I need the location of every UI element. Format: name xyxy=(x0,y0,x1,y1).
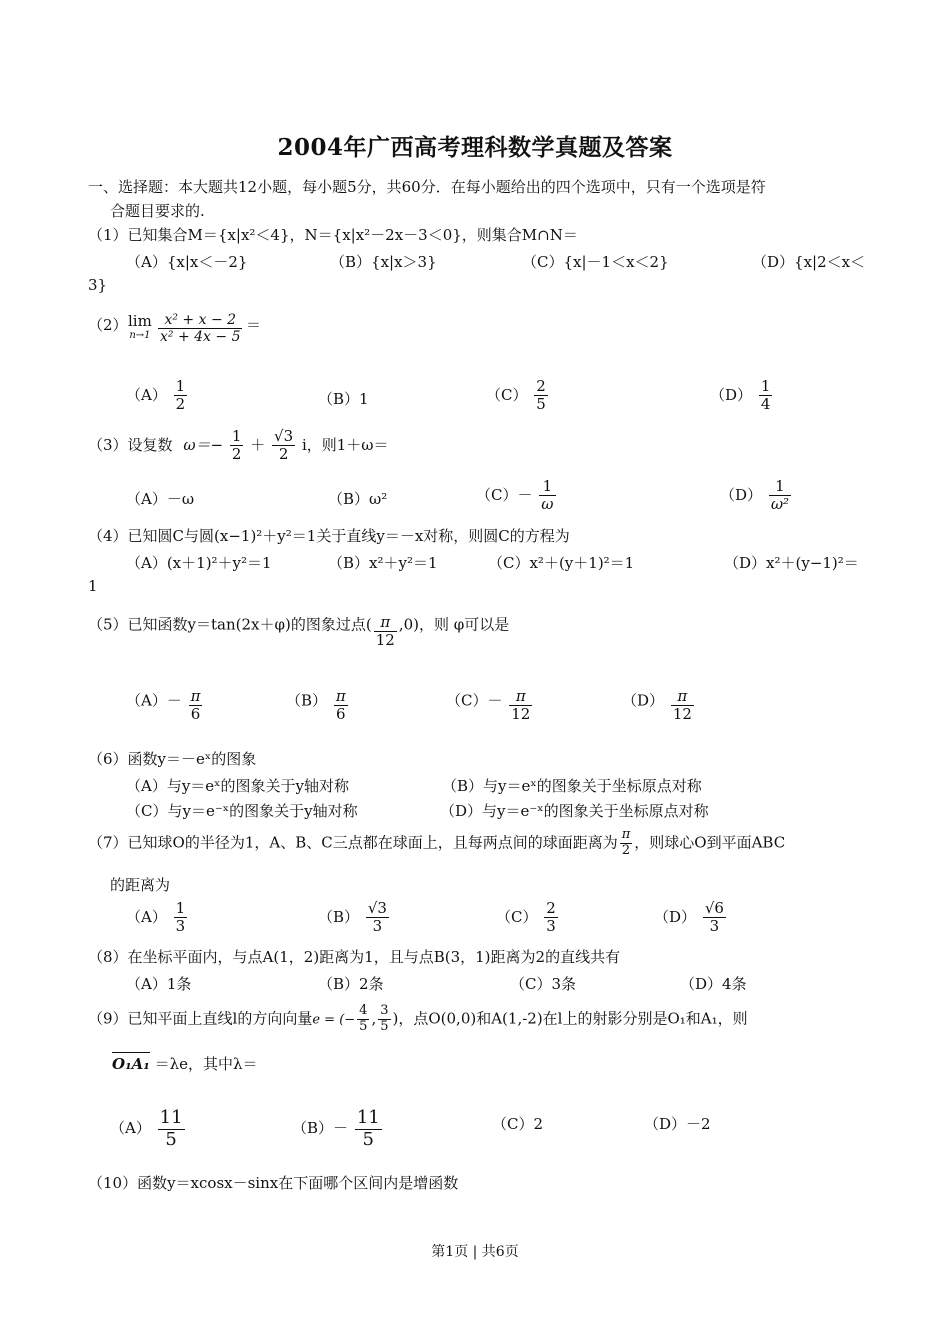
q2-limit xyxy=(128,312,152,342)
q1-option-d: （D）{x|2＜x＜ xyxy=(752,253,866,271)
q1-option-d-continued: 3} xyxy=(88,276,108,294)
q3-d-num: 1 xyxy=(769,478,791,496)
q3-f2-num: √3 xyxy=(274,427,294,445)
q2-lim-subscript: n→1 xyxy=(129,330,151,341)
q3-option-b: （B）ω² xyxy=(328,490,388,508)
q9-stem-line2 xyxy=(112,1052,258,1073)
q5-d-label: （D） xyxy=(622,691,665,710)
q7-a-label: （A） xyxy=(126,907,167,926)
q2-denominator: x² + 4x − 5 xyxy=(160,329,241,346)
q9-f1-num: 4 xyxy=(359,1003,368,1018)
q2-numerator: x² + x − 2 xyxy=(158,312,242,329)
question-1-stem: （1）已知集合M＝{x|x²＜4}，N＝{x|x²－2x－3＜0}，则集合M∩N＝ xyxy=(88,226,578,244)
q8-option-a: （A）1条 xyxy=(126,975,192,993)
question-8-stem: （8）在坐标平面内，与点A(1，2)距离为1，且与点B(3，1)距离为2的直线共有 xyxy=(88,948,621,966)
q7-stem-a: （7）已知球O的半径为1，A、B、C三点都在球面上，且每两点间的球面距离为 xyxy=(88,833,618,852)
question-4-stem: （4）已知圆C与圆(x−1)²＋y²＝1关于直线y＝－x对称，则圆C的方程为 xyxy=(88,527,570,545)
q6-option-d: （D）与y＝e⁻ˣ的图象关于坐标原点对称 xyxy=(440,802,709,820)
q1-option-a: （A）{x|x＜－2} xyxy=(126,253,248,271)
q7-c-den: 3 xyxy=(546,917,556,936)
q9-a-den: 5 xyxy=(165,1128,177,1150)
q2-c-num: 2 xyxy=(536,377,546,395)
document-title: 2004年广西高考理科数学真题及答案 xyxy=(277,134,673,161)
q4-option-c: （C）x²＋(y＋1)²＝1 xyxy=(488,554,635,572)
q7-option-c xyxy=(496,900,560,936)
q2-c-den: 5 xyxy=(536,395,546,414)
question-5-stem xyxy=(88,614,509,650)
q7-option-a xyxy=(126,900,189,936)
q7-d-label: （D） xyxy=(654,907,697,926)
q9-vector-o1a1: O₁A₁ xyxy=(112,1052,150,1073)
q2-c-label: （C） xyxy=(486,385,528,404)
q5-a-num: π xyxy=(190,687,201,705)
q6-option-c: （C）与y＝e⁻ˣ的图象关于y轴对称 xyxy=(126,802,358,820)
q5-pt-den: 12 xyxy=(375,631,395,650)
q3-c-num: 1 xyxy=(539,478,555,496)
q5-stem-b: ,0)，则 φ可以是 xyxy=(398,615,510,634)
q5-a-den: 6 xyxy=(190,705,201,724)
q3-plus: ＋ xyxy=(250,435,266,454)
q8-option-b: （B）2条 xyxy=(318,975,384,993)
q3-d-den: ω² xyxy=(770,495,790,514)
q3-f2-den: 2 xyxy=(278,445,289,464)
q7-f-num: π xyxy=(621,827,631,842)
q2-d-label: （D） xyxy=(710,385,753,404)
q7-f-den: 2 xyxy=(621,842,631,858)
q5-option-a xyxy=(126,688,204,724)
q7-d-den: 3 xyxy=(709,917,720,936)
q9-f2-num: 3 xyxy=(380,1003,389,1018)
q9-option-c: （C）2 xyxy=(492,1115,544,1133)
q9-option-d: （D）－2 xyxy=(644,1115,711,1133)
q5-c-num: π xyxy=(509,688,532,706)
q2-a-label: （A） xyxy=(126,385,167,404)
q9-line2-tail: ＝λe，其中λ＝ xyxy=(154,1055,258,1073)
q7-option-d xyxy=(654,900,728,936)
question-3-stem xyxy=(88,428,389,464)
q5-stem-a: （5）已知函数y＝tan(2x＋φ)的图象过点( xyxy=(88,615,372,634)
q7-c-label: （C） xyxy=(496,907,538,926)
q7-a-den: 3 xyxy=(175,917,186,936)
q3-label: （3）设复数 xyxy=(88,435,173,454)
q7-b-label: （B） xyxy=(318,907,360,926)
q7-a-num: 1 xyxy=(175,899,186,917)
q3-option-d xyxy=(720,478,793,514)
q5-b-num: π xyxy=(335,687,346,705)
q5-b-den: 6 xyxy=(335,705,346,724)
q5-c-den: 12 xyxy=(511,705,531,724)
q2-a-den: 2 xyxy=(175,395,186,414)
q4-option-d-continued: 1 xyxy=(88,577,98,595)
q3-option-c xyxy=(476,478,558,514)
question-9-stem: （9）已知平面上直线l的方向向量e = (− $\frac{4}{5}$ , $\frac{3}{5}$ )，点O(0,0)和A(1,-2)在l上的射影分别是O₁和A₁，则 xyxy=(88,1003,748,1034)
q3-d-label: （D） xyxy=(720,485,763,504)
q4-option-b: （B）x²＋y²＝1 xyxy=(328,554,438,572)
question-7-stem xyxy=(88,828,785,859)
q9-b-label: （B）－ xyxy=(292,1119,349,1138)
q4-option-a: （A）(x＋1)²＋y²＝1 xyxy=(126,554,272,572)
q3-c-label: （C）－ xyxy=(476,485,533,504)
q7-b-den: 3 xyxy=(372,917,383,936)
q5-pt-num: π xyxy=(374,614,397,632)
question-10-stem: （10）函数y＝xcosx－sinx在下面哪个区间内是增函数 xyxy=(88,1174,459,1192)
q2-d-num: 1 xyxy=(760,377,771,395)
page-footer: 第1页 | 共6页 xyxy=(431,1244,519,1260)
q6-option-a: （A）与y＝eˣ的图象关于y轴对称 xyxy=(126,777,350,795)
q2-equals: ＝ xyxy=(246,316,262,334)
q3-option-a: （A）－ω xyxy=(126,490,195,508)
q5-c-label: （C）－ xyxy=(446,691,503,710)
q3-omega: ω＝− xyxy=(183,435,224,454)
q8-option-d: （D）4条 xyxy=(680,975,747,993)
q3-c-den: ω xyxy=(541,495,554,514)
q9-a-num: 11 xyxy=(159,1107,183,1128)
q9-b-num: 11 xyxy=(356,1107,380,1128)
q2-option-b: （B）1 xyxy=(318,390,369,408)
q2-d-den: 4 xyxy=(760,395,771,414)
q2-fraction xyxy=(156,312,244,345)
q2-a-num: 1 xyxy=(175,377,186,395)
q2-option-d xyxy=(710,378,774,414)
q9-f1-den: 5 xyxy=(359,1018,368,1034)
q1-option-c: （C）{x|－1＜x＜2} xyxy=(522,253,669,271)
q5-option-d xyxy=(622,688,696,724)
q9-option-a xyxy=(110,1108,187,1150)
section-heading-line1: 一、选择题：本大题共12小题，每小题5分，共60分．在每小题给出的四个选项中，只有一个选项是符 xyxy=(88,178,766,196)
q7-stem-line2: 的距离为 xyxy=(110,876,171,894)
q9-option-b xyxy=(292,1108,384,1150)
q9-stem-b: )，点O(0,0)和A(1,-2)在l上的射影分别是O₁和A₁，则 xyxy=(392,1009,748,1028)
q5-d-num: π xyxy=(671,688,694,706)
q3-f1-den: 2 xyxy=(231,445,242,464)
q4-option-d: （D）x²＋(y−1)²＝ xyxy=(724,554,859,572)
q5-a-label: （A）－ xyxy=(126,691,182,710)
q6-option-b: （B）与y＝eˣ的图象关于坐标原点对称 xyxy=(442,777,702,795)
q7-d-num: √6 xyxy=(704,899,724,917)
q2-lim-text: lim xyxy=(128,312,152,330)
question-6-stem: （6）函数y＝－eˣ的图象 xyxy=(88,750,257,768)
q2-option-c xyxy=(486,378,550,414)
q5-d-den: 12 xyxy=(672,705,692,724)
q5-option-b xyxy=(286,688,350,724)
q9-f2-den: 5 xyxy=(380,1018,389,1034)
q3-f1-num: 1 xyxy=(231,427,242,445)
q7-option-b xyxy=(318,900,391,936)
q9-stem-a: （9）已知平面上直线l的方向向量 xyxy=(88,1009,313,1028)
question-2-label: （2） xyxy=(88,316,128,334)
q9-vector: e = (− xyxy=(312,1012,356,1028)
q8-option-c: （C）3条 xyxy=(510,975,577,993)
q2-option-a xyxy=(126,378,189,414)
section-heading-line2: 合题目要求的. xyxy=(110,202,205,220)
q9-b-den: 5 xyxy=(362,1128,374,1150)
q9-a-label: （A） xyxy=(110,1119,151,1138)
q5-b-label: （B） xyxy=(286,691,328,710)
q7-b-num: √3 xyxy=(367,899,387,917)
q7-stem-b: ，则球心O到平面ABC xyxy=(634,833,786,852)
q1-option-b: （B）{x|x＞3} xyxy=(330,253,437,271)
q5-option-c xyxy=(446,688,534,724)
q7-c-num: 2 xyxy=(546,899,556,917)
q3-tail: i，则1＋ω＝ xyxy=(301,435,389,454)
